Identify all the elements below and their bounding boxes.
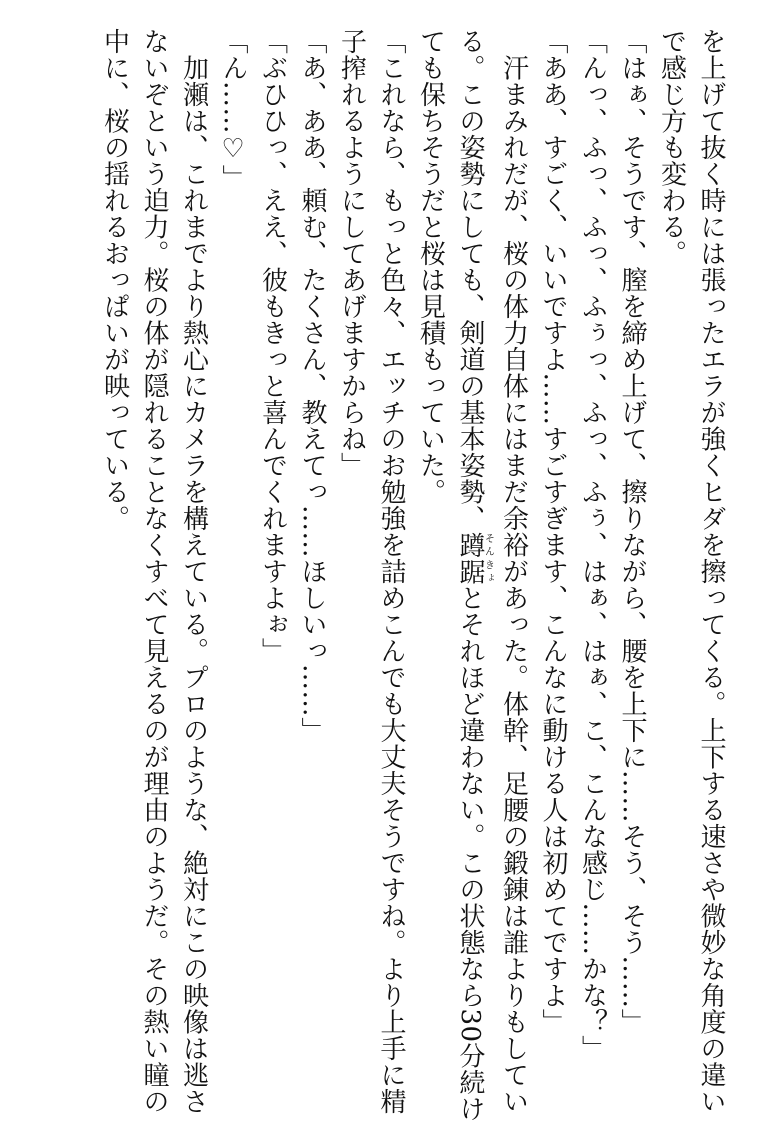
text-line-6: 汗まみれだが、桜の体力自体にはまだ余裕があった。体幹、足腰の鍛錬は誰よりもしてい bbox=[493, 28, 533, 1058]
ruby-word bbox=[455, 532, 485, 585]
text-line-15: ないぞという迫力。桜の体が隠れることなくすべて見えるのが理由のようだ。その熱い瞳の bbox=[134, 28, 174, 1058]
text-line-13: 「ん……♡」 bbox=[213, 28, 253, 1058]
text-line-1: を上げて抜く時には張ったエラが強くヒダを擦ってくる。上下する速さや微妙な角度の違い bbox=[691, 28, 731, 1058]
text-line-7-start: る。この姿勢にしても、剣道の基本姿勢、 bbox=[455, 28, 485, 532]
text-line-14: 加瀬は、これまでより熱心にカメラを構えている。プロのような、絶対にこの映像は逃さ bbox=[173, 28, 213, 1058]
ruby-base: 蹲踞 bbox=[455, 532, 485, 585]
text-line-3: 「はぁ、そうです、膣を締め上げて、擦りながら、腰を上下に……そう、そう……」 bbox=[612, 28, 652, 1058]
text-line-12: 「ぶひひっ、ええ、彼もきっと喜んでくれますよぉ」 bbox=[252, 28, 292, 1058]
vertical-text-body bbox=[94, 28, 730, 1058]
text-line-4: 「んっ、ふっ、ふっ、ふぅっ、ふっ、ふぅ、はぁ、はぁ、こ、こんな感じ……かな？」 bbox=[572, 28, 612, 1058]
text-line-7-end: とそれほど違わない。この状態なら30分続け bbox=[455, 585, 485, 1122]
text-line-9: 「これなら、もっと色々、エッチのお勉強を詰めこんでも大丈夫そうですね。より上手に精 bbox=[371, 28, 411, 1058]
text-line-7 bbox=[450, 28, 494, 1058]
text-line-5: 「ああ、すごく、いいですよ……すごすぎます、こんなに動ける人は初めてですよ」 bbox=[533, 28, 573, 1058]
text-line-10: 子搾れるようにしてあげますからね」 bbox=[331, 28, 371, 1058]
text-line-16: 中に、桜の揺れるおっぱいが映っている。 bbox=[94, 28, 134, 1058]
text-line-8: ても保ちそうだと桜は見積もっていた。 bbox=[410, 28, 450, 1058]
text-line-11: 「あ、ああ、頼む、たくさん、教えてっ……ほしいっ……」 bbox=[292, 28, 332, 1058]
text-line-2: で感じ方も変わる。 bbox=[651, 28, 691, 1058]
ruby-reading: そんきょ bbox=[483, 532, 494, 585]
